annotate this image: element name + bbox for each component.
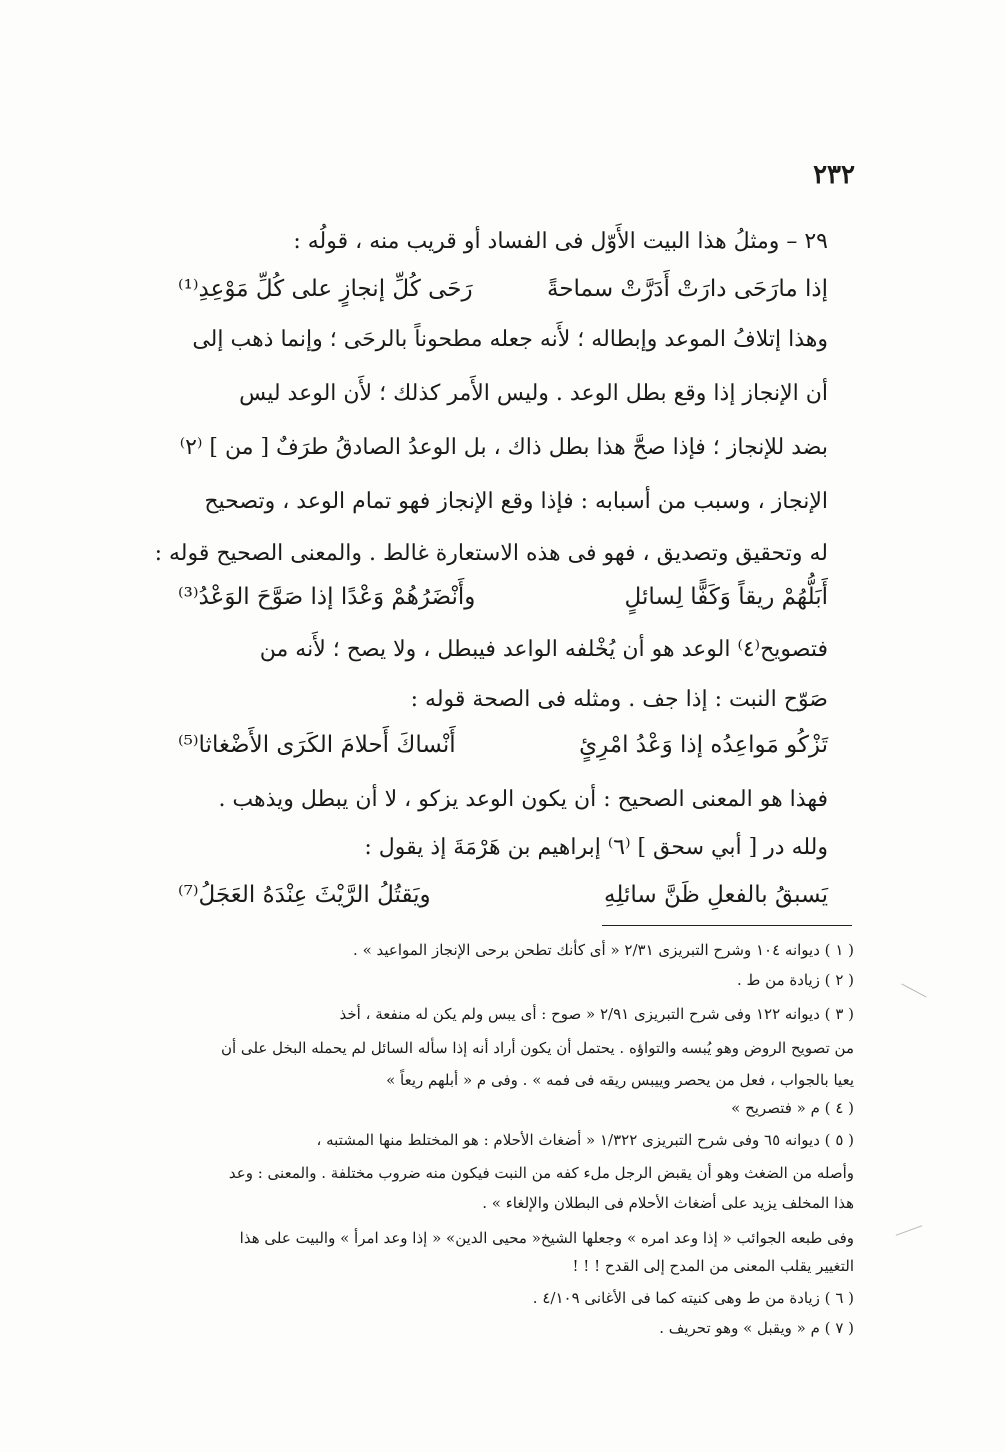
body-line-4: بضد للإنجاز ؛ فإذا صحَّ هذا بطل ذاك ، بل الوعدُ الصادقُ طرَفٌ [ من ] ⁽٢⁾ — [179, 435, 828, 460]
verse-3-first-hemistich: تَزْكُو مَواعِدُه إذا وَعْدُ امْرِئٍ — [579, 732, 828, 758]
footnote-5-line-2: وأصله من الضغث وهو أن يقبض الرجل ملء كفه من النبت فيكون منه ضروب مختلفة . والمعنى : وعد — [228, 1164, 854, 1182]
verse-3-second-hemistich: أَنْساكَ أَحلامَ الكَرَى الأَضْغاثا⁽⁵⁾ — [178, 732, 456, 758]
verse-2-first-hemistich: أَبَلُّهُمْ ريقاً وَكَفًّا لِسائلٍ — [624, 584, 828, 610]
verse-4-first-hemistich: يَسبقُ بالفعلِ ظَنَّ سائلِهِ — [604, 882, 828, 908]
body-line-10: ولله در [ أبي سحق ] ⁽٦⁾ إبراهيم بن هَرْمَةَ إذ يقول : — [364, 835, 828, 860]
body-line-2: وهذا إتلافُ الموعد وإبطاله ؛ لأَنه جعله مطحوناً بالرحَى ؛ وإنما ذهب إلى — [192, 327, 828, 352]
footnote-6: ( ٦ ) زيادة من ط وهى كنيته كما فى الأغانى ٤/١٠٩ . — [532, 1289, 854, 1307]
verse-2-second-hemistich: وأَنْضَرُهُمْ وَعْدًا إذا صَوَّحَ الوَعْدُ⁽³⁾ — [178, 584, 476, 610]
footnote-5-line-1: ( ٥ ) ديوانه ٦٥ وفى شرح التبريزى ١/٣٢٢ « أضغاث الأحلام : هو المختلط منها المشتبه ، — [316, 1131, 854, 1149]
body-line-1: ٢٩ – ومثلُ هذا البيت الأَوّل فى الفساد أو قريب منه ، قولُه : — [293, 229, 828, 254]
verse-2 — [178, 582, 828, 612]
body-line-8: صَوّح النبت : إذا جف . ومثله فى الصحة قوله : — [410, 687, 828, 712]
verse-1-first-hemistich: إذا مارَحَى دارَتْ أَدَرَّتْ سماحةً — [547, 276, 828, 302]
footnote-5-line-5: التغيير يقلب المعنى من المدح إلى القدح ! ! ! — [572, 1257, 854, 1275]
verse-1-second-hemistich: رَحَى كُلِّ إنجازٍ على كُلِّ مَوْعِدِ⁽¹⁾ — [178, 276, 473, 302]
footnote-3-line-3: يعيا بالجواب ، فعل من يحصر وييبس ريقه فى فمه » . وفى م « أبلهم ريعاً » — [386, 1071, 854, 1089]
body-line-9: فهذا هو المعنى الصحيح : أن يكون الوعد يزكو ، لا أن يبطل ويذهب . — [218, 787, 828, 812]
footnote-5-line-3: هذا المخلف يزيد على أضغاث الأحلام فى البطلان والإلغاء » . — [482, 1194, 854, 1212]
verse-1 — [178, 274, 828, 304]
page-number: ٢٣٢ — [813, 160, 855, 190]
footnote-separator — [602, 925, 852, 926]
footnote-4: ( ٤ ) م « فتصريح » — [731, 1099, 854, 1117]
scan-mark — [896, 1225, 923, 1236]
verse-4-second-hemistich: ويَقتُلُ الرَّيْثَ عِنْدَهُ العَجَلُ⁽⁷⁾ — [178, 882, 431, 908]
verse-4 — [178, 880, 828, 910]
footnote-3-line-2: من تصويح الروض وهو يُبسه والتواؤه . يحتمل أن يكون أراد أنه إذا سأله السائل لم يحمله البخل على أن — [220, 1039, 854, 1057]
footnote-1: ( ١ ) ديوانه ١٠٤ وشرح التبريزى ٢/٣١ « أى كأنك تطحن برحى الإنجاز المواعيد » . — [353, 941, 854, 959]
footnote-3-line-1: ( ٣ ) ديوانه ١٢٢ وفى شرح التبريزى ٢/٩١ « صوح : أى يبس ولم يكن له منفعة ، أخذ — [339, 1005, 854, 1023]
verse-3 — [178, 730, 828, 760]
scan-mark — [901, 983, 926, 997]
footnote-2: ( ٢ ) زيادة من ط . — [736, 971, 854, 989]
body-line-6: له وتحقيق وتصديق ، فهو فى هذه الاستعارة غالط . والمعنى الصحيح قوله : — [154, 541, 828, 566]
body-line-5: الإنجاز ، وسبب من أسبابه : فإذا وقع الإنجاز فهو تمام الوعد ، وتصحيح — [204, 489, 828, 514]
footnote-5-line-4: وفى طبعه الجوائب « إذا وعد امره » وجعلها الشيخ« محيى الدين» « إذا وعد امرأ » والبيت على هذا — [239, 1229, 854, 1247]
body-line-7: فتصويح⁽٤⁾ الوعد هو أن يُخْلفه الواعد فيبطل ، ولا يصح ؛ لأَنه من — [259, 637, 828, 662]
footnote-7: ( ٧ ) م « ويقبل » وهو تحريف . — [659, 1319, 854, 1337]
body-line-3: أن الإنجاز إذا وقع بطل الوعد . وليس الأَمر كذلك ؛ لأَن الوعد ليس — [239, 381, 828, 406]
